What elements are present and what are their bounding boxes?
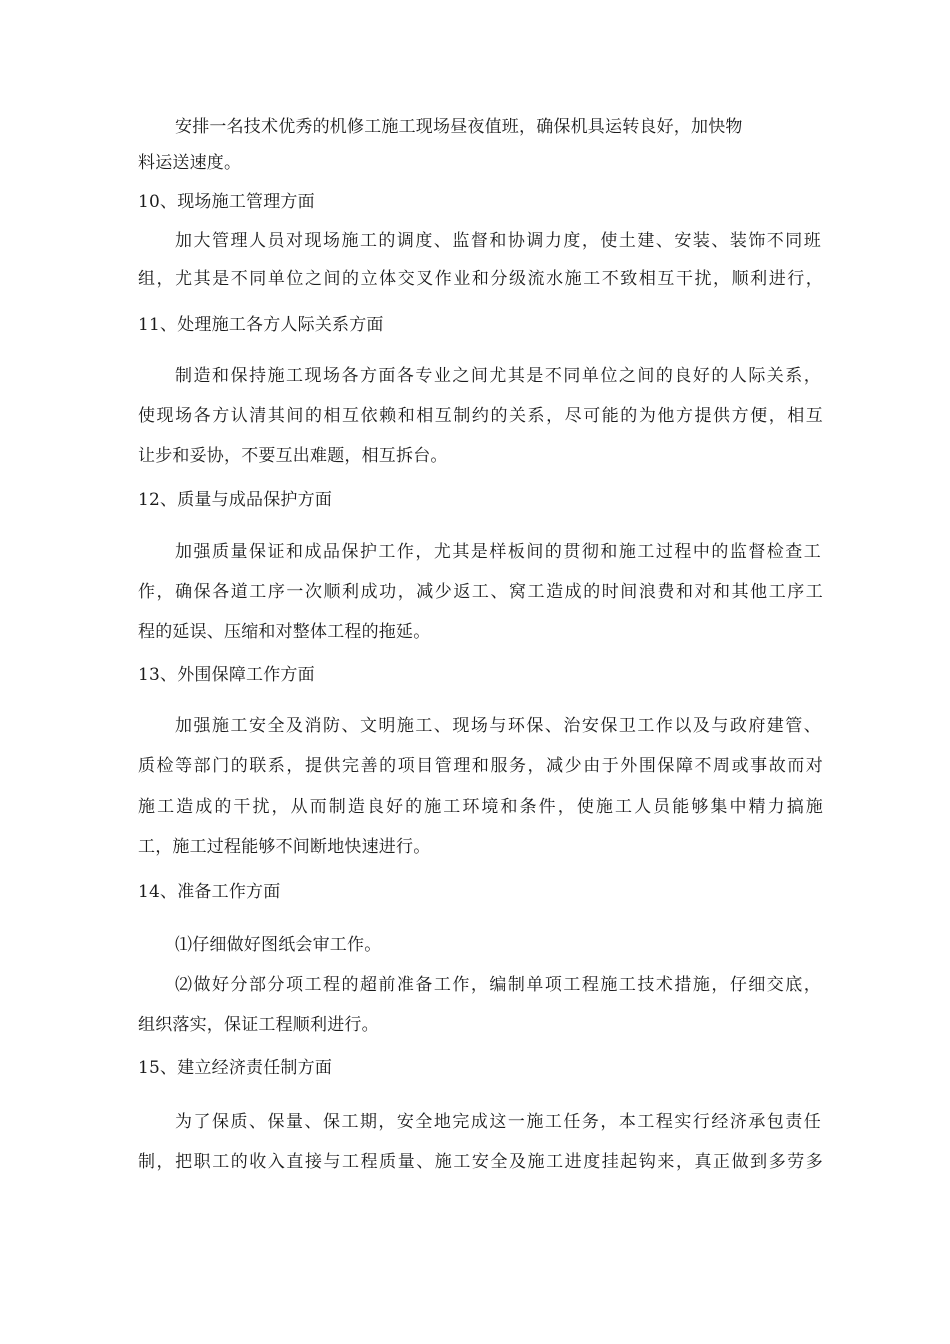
paragraph-line: 加强质量保证和成品保护工作，尤其是样板间的贯彻和施工过程中的监督检查工 <box>175 542 821 562</box>
section-heading: 10、现场施工管理方面 <box>138 192 315 212</box>
paragraph-line: 组，尤其是不同单位之间的立体交叉作业和分级流水施工不致相互干扰，顺利进行， <box>138 269 823 289</box>
paragraph-line: 加强施工安全及消防、文明施工、现场与环保、治安保卫工作以及与政府建管、 <box>175 716 821 736</box>
paragraph-line: 料运送速度。 <box>138 153 242 173</box>
paragraph-line: 制造和保持施工现场各方面各专业之间尤其是不同单位之间的良好的人际关系， <box>175 366 821 386</box>
paragraph-line: 制，把职工的收入直接与工程质量、施工安全及施工进度挂起钩来，真正做到多劳多 <box>138 1152 823 1172</box>
paragraph-line: 安排一名技术优秀的机修工施工现场昼夜值班，确保机具运转良好，加快物 <box>175 117 743 137</box>
paragraph-line: 作，确保各道工序一次顺利成功，减少返工、窝工造成的时间浪费和对和其他工序工 <box>138 582 823 602</box>
section-heading: 11、处理施工各方人际关系方面 <box>138 315 384 335</box>
section-heading: 12、质量与成品保护方面 <box>138 490 333 510</box>
paragraph-line: 程的延误、压缩和对整体工程的拖延。 <box>138 622 431 642</box>
paragraph-line: 让步和妥协，不要互出难题，相互拆台。 <box>138 446 448 466</box>
paragraph-line: 为了保质、保量、保工期，安全地完成这一施工任务，本工程实行经济承包责任 <box>175 1112 821 1132</box>
section-heading: 14、准备工作方面 <box>138 882 281 902</box>
paragraph-line: 使现场各方认清其间的相互依赖和相互制约的关系，尽可能的为他方提供方便，相互 <box>138 406 823 426</box>
paragraph-line: 加大管理人员对现场施工的调度、监督和协调力度，使土建、安装、装饰不同班 <box>175 231 821 251</box>
paragraph-line: 施工造成的干扰，从而制造良好的施工环境和条件，使施工人员能够集中精力搞施 <box>138 797 823 817</box>
list-item: ⑴仔细做好图纸会审工作。 <box>175 935 382 955</box>
section-heading: 15、建立经济责任制方面 <box>138 1058 333 1078</box>
paragraph-line: 工，施工过程能够不间断地快速进行。 <box>138 837 431 857</box>
paragraph-line: 质检等部门的联系，提供完善的项目管理和服务，减少由于外围保障不周或事故而对 <box>138 756 823 776</box>
paragraph-line: 组织落实，保证工程顺利进行。 <box>138 1015 379 1035</box>
section-heading: 13、外围保障工作方面 <box>138 665 315 685</box>
list-item: ⑵做好分部分项工程的超前准备工作，编制单项工程施工技术措施，仔细交底， <box>175 975 821 995</box>
